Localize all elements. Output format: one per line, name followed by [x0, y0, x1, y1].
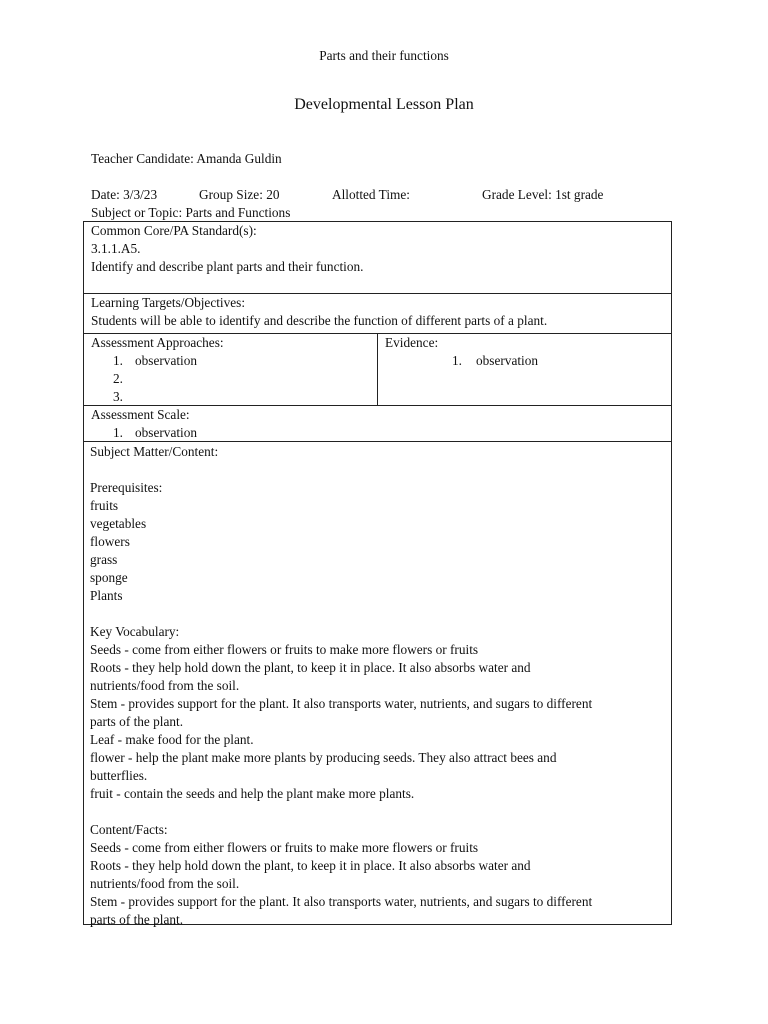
prerequisite-item: flowers	[90, 534, 130, 549]
scale-item	[91, 424, 671, 442]
subject-topic: Subject or Topic: Parts and Functions	[91, 205, 291, 220]
vocabulary-label: Key Vocabulary:	[90, 624, 180, 639]
item-text: observation	[135, 425, 198, 440]
prerequisites-label: Prerequisites:	[90, 480, 163, 495]
blank-line	[90, 803, 671, 821]
vocabulary-line: Stem - provides support for the plant. It also transports water, nutrients, and sugars to different	[90, 696, 593, 711]
vocabulary-line: Leaf - make food for the plant.	[90, 732, 254, 747]
item-number: 3.	[113, 389, 123, 404]
prerequisite-item: fruits	[90, 498, 119, 513]
vocabulary-line: fruit - contain the seeds and help the plant make more plants.	[90, 786, 415, 801]
assessment-item	[91, 388, 377, 406]
item-number: 1.	[452, 353, 462, 368]
prerequisite-item: sponge	[90, 570, 128, 585]
targets-text: Students will be able to identify and describe the function of different parts of a plant.	[91, 313, 548, 328]
subject-matter-label: Subject Matter/Content:	[90, 444, 219, 459]
targets-section	[83, 293, 672, 334]
allotted-time: Allotted Time:	[332, 187, 410, 202]
vocabulary-line: Seeds - come from either flowers or fruits to make more flowers or fruits	[90, 642, 479, 657]
prerequisite-item: grass	[90, 552, 118, 567]
standard-code: 3.1.1.A5.	[91, 241, 141, 256]
page-title: Developmental Lesson Plan	[294, 96, 474, 113]
facts-line: Roots - they help hold down the plant, to keep it in place. It also absorbs water and	[90, 858, 531, 873]
evidence-section	[377, 333, 672, 406]
facts-line: parts of the plant.	[90, 912, 184, 927]
assessment-scale-section	[83, 405, 672, 442]
grade-level: Grade Level: 1st grade	[482, 187, 604, 202]
facts-label: Content/Facts:	[90, 822, 168, 837]
assessment-label: Assessment Approaches:	[91, 335, 224, 350]
item-text: observation	[476, 353, 539, 368]
assessment-item	[91, 370, 377, 388]
document-top-title: Parts and their functions	[319, 48, 449, 63]
vocabulary-line: parts of the plant.	[90, 714, 184, 729]
assessment-item	[91, 352, 377, 370]
targets-label: Learning Targets/Objectives:	[91, 295, 246, 310]
assessment-approaches-section	[83, 333, 378, 406]
teacher-candidate: Teacher Candidate: Amanda Guldin	[91, 151, 282, 166]
item-number: 1.	[113, 353, 123, 368]
vocabulary-line: flower - help the plant make more plants by producing seeds. They also attract bees and	[90, 750, 557, 765]
vocabulary-line: nutrients/food from the soil.	[90, 678, 240, 693]
evidence-item	[385, 352, 671, 370]
prerequisite-item: Plants	[90, 588, 123, 603]
group-size: Group Size: 20	[199, 187, 280, 202]
vocabulary-line: butterflies.	[90, 768, 148, 783]
standard-section	[83, 221, 672, 294]
vocabulary-line: Roots - they help hold down the plant, to keep it in place. It also absorbs water and	[90, 660, 531, 675]
item-number: 2.	[113, 371, 123, 386]
standard-label: Common Core/PA Standard(s):	[91, 223, 257, 238]
lesson-date: Date: 3/3/23	[91, 187, 158, 202]
evidence-label: Evidence:	[385, 335, 439, 350]
facts-line: Stem - provides support for the plant. It also transports water, nutrients, and sugars to different	[90, 894, 593, 909]
facts-line: Seeds - come from either flowers or fruits to make more flowers or fruits	[90, 840, 479, 855]
scale-label: Assessment Scale:	[91, 407, 190, 422]
item-text: observation	[135, 353, 198, 368]
standard-text: Identify and describe plant parts and their function.	[91, 259, 364, 274]
facts-line: nutrients/food from the soil.	[90, 876, 240, 891]
item-number: 1.	[113, 425, 123, 440]
blank-line	[90, 461, 671, 479]
blank-line	[90, 605, 671, 623]
subject-matter-section	[83, 441, 672, 925]
prerequisite-item: vegetables	[90, 516, 147, 531]
